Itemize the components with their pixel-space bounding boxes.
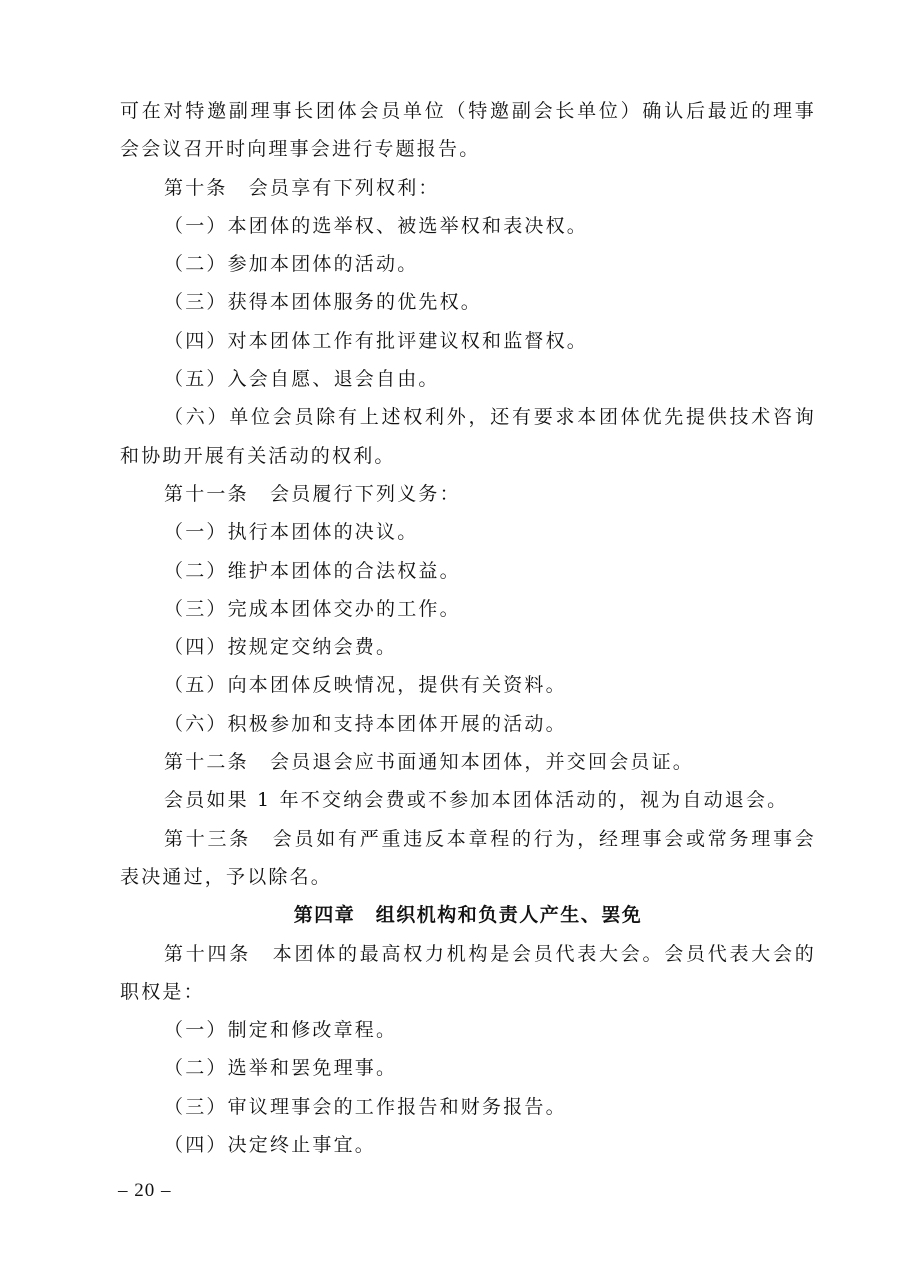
document-body bbox=[120, 92, 816, 1164]
list-item: （四）决定终止事宜。 bbox=[164, 1134, 377, 1157]
list-item: （五）向本团体反映情况，提供有关资料。 bbox=[164, 674, 567, 697]
article-14: 第十四条 本团体的最高权力机构是会员代表大会。会员代表大会的职权是： bbox=[120, 942, 816, 1003]
list-item: （二）参加本团体的活动。 bbox=[164, 253, 419, 276]
list-item: （一）执行本团体的决议。 bbox=[164, 521, 419, 544]
list-item: （三）完成本团体交办的工作。 bbox=[164, 597, 461, 620]
paragraph: 会员如果 1 年不交纳会费或不参加本团体活动的，视为自动退会。 bbox=[164, 789, 789, 812]
list-item: （六）单位会员除有上述权利外，还有要求本团体优先提供技术咨询和协助开展有关活动的权利。 bbox=[120, 406, 816, 467]
list-item: （一）制定和修改章程。 bbox=[164, 1019, 398, 1042]
chapter-heading: 第四章 组织机构和负责人产生、罢免 bbox=[293, 904, 643, 927]
article-12: 第十二条 会员退会应书面通知本团体，并交回会员证。 bbox=[164, 751, 695, 774]
list-item: （二）选举和罢免理事。 bbox=[164, 1057, 398, 1080]
list-item: （五）入会自愿、退会自由。 bbox=[164, 368, 440, 391]
list-item: （六）积极参加和支持本团体开展的活动。 bbox=[164, 712, 567, 735]
list-item: （三）审议理事会的工作报告和财务报告。 bbox=[164, 1095, 567, 1118]
list-item: （四）对本团体工作有批评建议权和监督权。 bbox=[164, 329, 589, 352]
page-number: – 20 – bbox=[118, 1180, 172, 1201]
list-item: （二）维护本团体的合法权益。 bbox=[164, 559, 461, 582]
article-11: 第十一条 会员履行下列义务： bbox=[164, 482, 461, 505]
paragraph-continuation: 可在对特邀副理事长团体会员单位（特邀副会长单位）确认后最近的理事会会议召开时向理事会进行专题报告。 bbox=[120, 100, 816, 161]
list-item: （三）获得本团体服务的优先权。 bbox=[164, 291, 483, 314]
list-item: （一）本团体的选举权、被选举权和表决权。 bbox=[164, 214, 589, 237]
article-10: 第十条 会员享有下列权利： bbox=[164, 176, 440, 199]
article-13: 第十三条 会员如有严重违反本章程的行为，经理事会或常务理事会表决通过，予以除名。 bbox=[120, 827, 816, 888]
list-item: （四）按规定交纳会费。 bbox=[164, 636, 398, 659]
